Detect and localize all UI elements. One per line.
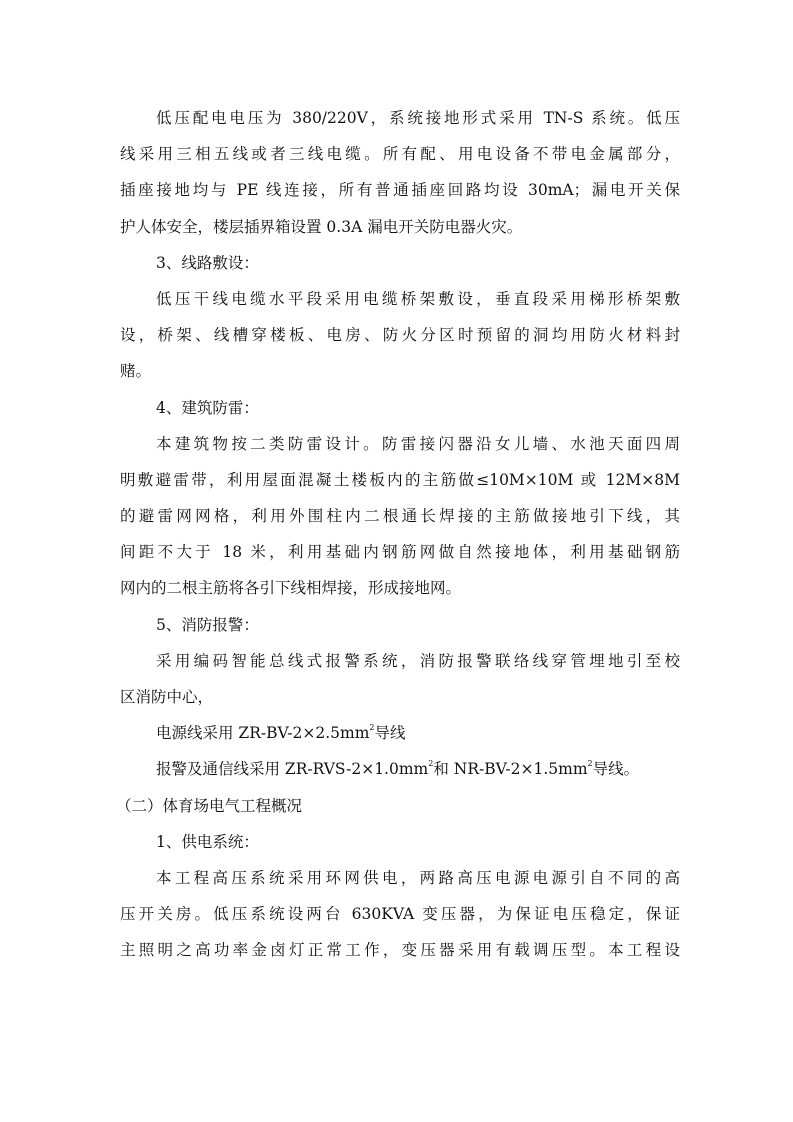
- power-wire-text: 电源线采用 ZR-BV-2×2.5mm: [156, 724, 370, 743]
- superscript: 2: [587, 759, 593, 769]
- power-wire-suffix: 导线: [374, 724, 406, 743]
- document-body: [116, 100, 680, 969]
- text-line: 插座接地均与 PE 线连接，所有普通插座回路均设 30mA；漏电开关保: [120, 181, 680, 200]
- text-line-alarm-wire: [120, 751, 680, 787]
- text-line: 线采用三相五线或者三线电缆。所有配、用电设备不带电金属部分，: [120, 145, 680, 164]
- text-line: 赌。: [120, 362, 152, 381]
- text-line: 区消防中心，: [120, 688, 214, 706]
- section-heading: 3、线路敷设：: [156, 253, 259, 272]
- text-line: 压开关房。低压系统设两台 630KVA 变压器，为保证电压稳定，保证: [120, 905, 680, 924]
- text-line: 本建筑物按二类防雷设计。防雷接闪器沿女儿墙、水池天面四周: [156, 434, 680, 453]
- text-line: 间距不大于 18 米，利用基础内钢筋网做自然接地体，利用基础钢筋: [120, 543, 680, 562]
- superscript: 2: [369, 723, 375, 733]
- superscript: 2: [428, 759, 434, 769]
- text-line: 的避雷网网格，利用外围柱内二根通长焊接的主筋做接地引下线，其: [120, 507, 680, 526]
- section-heading: 4、建筑防雷：: [156, 398, 259, 417]
- text-line: 低压干线电缆水平段采用电缆桥架敷设，垂直段采用梯形桥架敷: [156, 289, 680, 308]
- text-line: 明敷避雷带，利用屋面混凝土楼板内的主筋做≤10M×10M 或 12M×8M: [120, 470, 680, 489]
- alarm-wire-suffix: 导线。: [592, 760, 640, 779]
- alarm-wire-text: 报警及通信线采用 ZR-RVS-2×1.0mm: [156, 760, 429, 779]
- text-line: 低压配电电压为 380/220V，系统接地形式采用 TN-S 系统。低压: [156, 109, 680, 127]
- section-heading: 1、供电系统：: [156, 832, 259, 851]
- text-line: 护人体安全，楼层插界箱设置 0.3A 漏电开关防电器火灾。: [120, 217, 523, 236]
- text-line: 网内的二根主筋将各引下线相焊接，形成接地网。: [120, 579, 462, 598]
- alarm-wire-text: 和 NR-BV-2×1.5mm: [433, 760, 588, 779]
- text-line-power-wire: [120, 715, 680, 751]
- text-line: 设，桥架、线槽穿楼板、电房、防火分区时预留的洞均用防火材料封: [120, 326, 680, 345]
- section-heading: 5、消防报警：: [156, 615, 259, 634]
- text-line: 采用编码智能总线式报警系统，消防报警联络线穿管埋地引至校: [156, 651, 680, 670]
- text-line: 本工程高压系统采用环网供电，两路高压电源电源引自不同的高: [156, 868, 680, 887]
- text-line: 主照明之高功率金卤灯正常工作，变压器采用有载调压型。本工程设: [120, 941, 680, 960]
- section-title: （二）体育场电气工程概况: [116, 796, 303, 815]
